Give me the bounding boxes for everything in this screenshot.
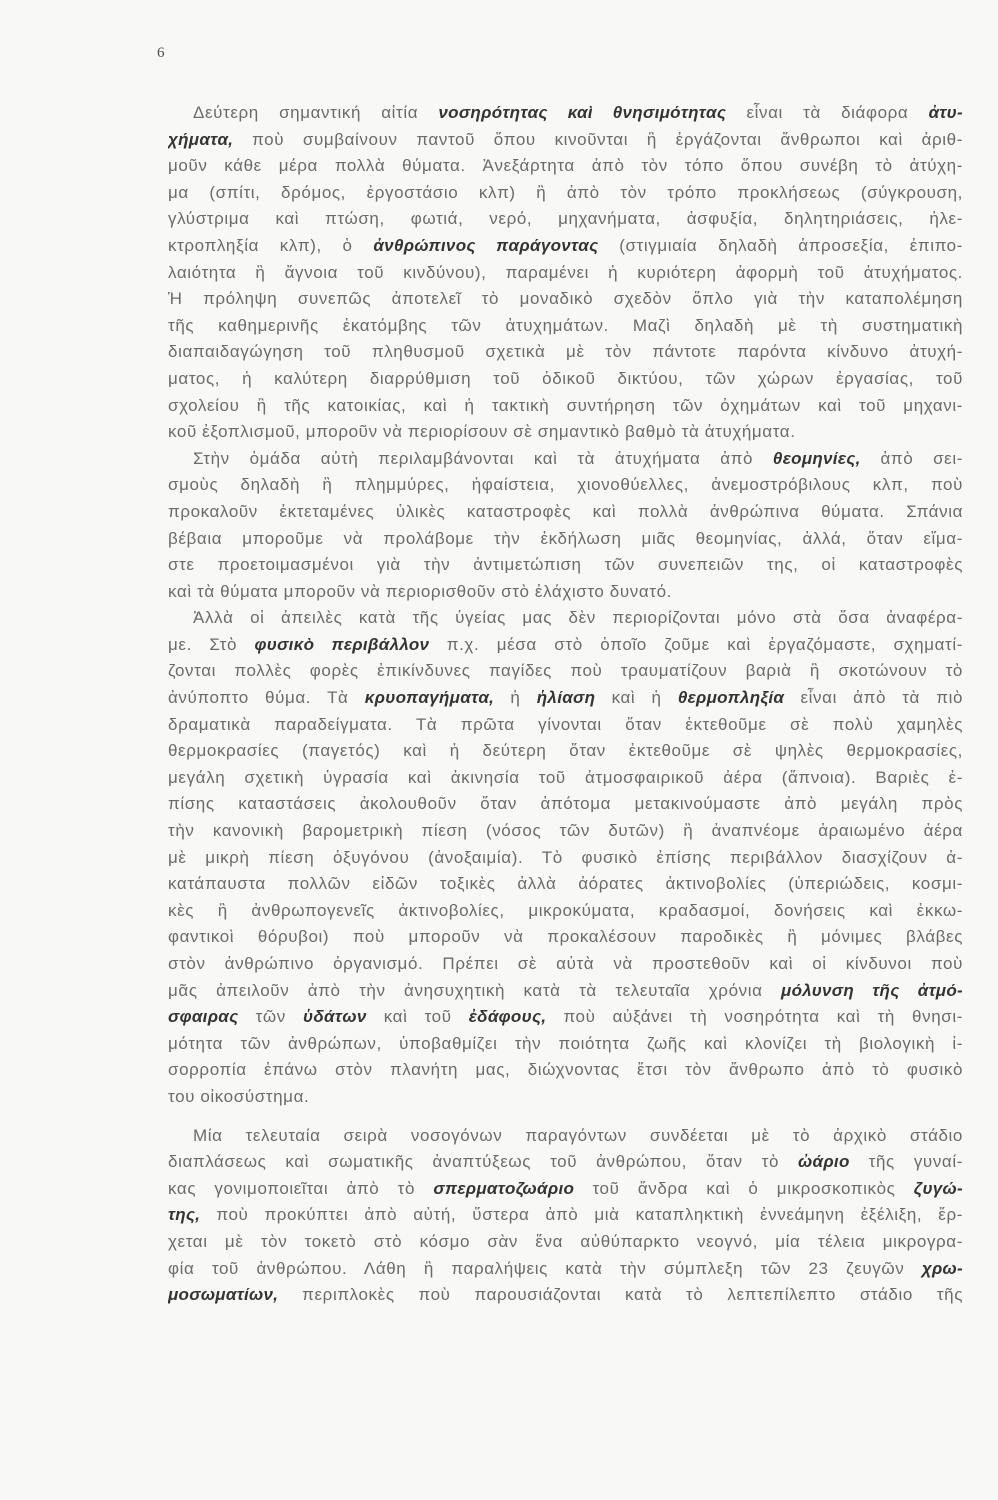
text-line [168,260,963,287]
text-run: εἶναι τὰ διάφορα [726,103,929,122]
text-run: εἶναι ἀπὸ τὰ πιὸ [784,688,963,708]
emphasized-term: ὑδάτων [303,1007,367,1027]
text-run: ποὺ προκύπτει ἀπὸ αὐτή, ὕστερα ἀπὸ μιὰ καταπληκτικὴ ἐννεάμηνη ἐξέλιξη, ἔρ- [200,1205,963,1225]
text-line [168,339,963,366]
text-run: κὲς ἢ ἀνθρωπογενεῖς ἀκτινοβολίες, μικροκύματα, κραδασμοί, δονήσεις καὶ ἐκκω- [168,900,963,920]
text-run: μὲ μικρὴ πίεση ὀξυγόνου (ἀνοξαιμία). Τὸ φυσικὸ ἐπίσης περιβάλλον διασχίζουν ἀ- [168,847,963,867]
text-run: λαιότητα ἢ ἄγνοια τοῦ κινδύνου), παραμένει ἡ κυριότερη ἀφορμὴ τοῦ ἀτυχήματος. [168,262,963,282]
emphasized-term: ἐδάφους, [468,1007,547,1027]
text-run: μοῦν κάθε μέρα πολλὰ θύματα. Ἀνεξάρτητα ἀπὸ τὸν τόπο ὅπου συνέβη τὸ ἀτύχη- [168,156,963,176]
text-line [168,978,963,1005]
text-run: ἡ [494,688,537,708]
text-line [168,393,963,420]
text-run: ἀπὸ σει- [860,448,963,468]
text-run: πίσης καταστάσεις ἀκολουθοῦν ὅταν ἀπότομα μετακινούμαστε ἀπὸ μεγάλη πρὸς [168,794,963,814]
text-line [168,658,963,685]
text-line [168,127,963,154]
emphasized-term: νοσηρότητας καὶ θνησιμότητας [438,103,727,122]
text-line [168,1031,963,1058]
emphasized-term: κρυοπαγήματα, [364,688,495,708]
paragraph [168,605,963,1110]
paragraph [168,1123,963,1309]
text-run: φαντικοὶ θόρυβοι) ποὺ μποροῦν νὰ προκαλέσουν παροδικὲς ἢ μόνιμες βλάβες [168,927,963,947]
text-run: τὴν κανονικὴ βαρομετρικὴ πίεση (νόσος τῶν δυτῶν) ἢ ἀναπνέομε ἀραιωμένο ἀέρα [168,821,963,841]
text-line [168,153,963,180]
text-run: Ἡ πρόληψη συνεπῶς ἀποτελεῖ τὸ μοναδικὸ σχεδὸν ὅπλο γιὰ τὴν καταπολέμηση [168,289,963,309]
text-line [168,845,963,872]
text-line [168,1149,963,1176]
emphasized-term: ἡλίαση [536,688,596,708]
emphasized-term: φυσικὸ περιβάλλον [254,634,430,654]
text-run: τοῦ ἄνδρα καὶ ὁ μικροσκοπικὸς [574,1178,914,1198]
text-run: Μία τελευταία σειρὰ νοσογόνων παραγόντων συνδέεται μὲ τὸ ἀρχικὸ στάδιο [193,1125,963,1145]
text-run: καὶ τὰ θύματα μποροῦν νὰ περιορισθοῦν στὸ ἐλάχιστο δυνατό. [168,581,672,601]
text-run: τῆς γυναί- [849,1152,963,1172]
text-run: Στὴν ὁμάδα αὐτὴ περιλαμβάνονται καὶ τὰ ἀτυχήματα ἀπὸ [193,448,773,468]
text-line [168,1202,963,1229]
text-line [168,472,963,499]
text-line [168,791,963,818]
text-line [168,712,963,739]
text-line [168,233,963,260]
text-run: φία τοῦ ἀνθρώπου. Λάθη ἢ παραλήψεις κατὰ τὴν σύμπλεξη τῶν 23 ζευγῶν [168,1258,922,1278]
text-run: περιπλοκὲς ποὺ παρουσιάζονται κατὰ τὸ λεπτεπίλεπτο στάδιο τῆς [278,1285,963,1305]
text-line [168,1256,963,1283]
text-run: τῆς καθημερινῆς ἑκατόμβης τῶν ἀτυχημάτων. Μαζὶ δηλαδὴ μὲ τὴ συστηματικὴ [168,315,963,335]
text-run: Ἀλλὰ οἱ ἀπειλὲς κατὰ τῆς ὑγείας μας δὲν περιορίζονται μόνο στὰ ὅσα ἀναφέρα- [193,608,963,628]
text-line [168,206,963,233]
text-run: κτροπληξία κλπ), ὁ [168,235,374,255]
emphasized-term: ἀτυ- [928,103,963,122]
text-line [168,1229,963,1256]
text-line [168,313,963,340]
text-run: μότητα τῶν ἀνθρώπων, ὑποβαθμίζει τὴν ποιότητα ζωῆς καὶ κλονίζει τὴ βιολογικὴ ἰ- [168,1033,963,1053]
emphasized-term: μοσωματίων, [168,1285,279,1305]
text-run: διαπαιδαγώγηση τοῦ πληθυσμοῦ σχετικὰ μὲ τὸν πάντοτε παρόντα κίνδυνο ἀτυχή- [168,342,963,362]
emphasized-term: ὠάριο [798,1152,850,1172]
text-line [168,499,963,526]
text-run: τῶν [238,1007,304,1027]
text-line [168,419,963,446]
paragraph [168,100,963,446]
text-run: σχολείου ἢ τῆς κατοικίας, καὶ ἡ τακτικὴ συντήρηση τῶν ὀχημάτων καὶ τοῦ μηχανι- [168,395,963,415]
text-run: στε προετοιμασμένοι γιὰ τὴν ἀντιμετώπιση τῶν συνεπειῶν της, οἱ καταστροφὲς [168,555,963,575]
text-line [168,1084,963,1111]
emphasized-term: ἀνθρώπινος παράγοντας [373,235,599,255]
text-run: π.χ. μέσα στὸ ὁποῖο ζοῦμε καὶ ἐργαζόμαστε, σχηματί- [429,634,963,654]
text-run: μᾶς ἀπειλοῦν ἀπὸ τὴν ἀνησυχητικὴ κατὰ τὰ τελευταῖα χρόνια [168,980,782,1000]
text-run: κατάπαυστα πολλῶν εἰδῶν τοξικὲς ἀλλὰ ἀόρατες ἀκτινοβολίες (ὑπεριώδεις, κοσμι- [168,874,963,894]
emphasized-term: χήματα, [168,129,234,149]
text-run: καὶ ἡ [595,688,678,708]
text-line [168,924,963,951]
text-run: μα (σπίτι, δρόμος, ἐργοστάσιο κλπ) ἢ ἀπὸ τὸν τρόπο προκλήσεως (σύγκρουση, [168,182,963,202]
text-run: ποὺ αὐξάνει τὴ νοσηρότητα καὶ τὴ θνησι- [546,1007,963,1027]
text-run: ματος, ἡ καλύτερη διαρρύθμιση τοῦ ὁδικοῦ δικτύου, τῶν χώρων ἐργασίας, τοῦ [168,368,963,388]
text-line [168,1123,963,1150]
emphasized-term: θερμοπληξία [677,688,785,708]
text-run: βέβαια μποροῦμε νὰ προλάβομε τὴν ἐκδήλωση μιᾶς θεομηνίας, ἀλλά, ὅταν εἴμα- [168,528,963,548]
text-run: Δεύτερη σημαντική αἰτία [193,103,439,122]
text-run: γλύστριμα καὶ πτώση, φωτιά, νερό, μηχανήματα, ἀσφυξία, δηλητηριάσεις, ἠλε- [168,209,963,229]
text-run: προκαλοῦν ἐκτεταμένες ὑλικὲς καταστροφὲς καὶ πολλὰ ἀνθρώπινα θύματα. Σπάνια [168,501,963,521]
text-run: κας γονιμοποιεῖται ἀπὸ τὸ [168,1178,434,1198]
text-run: με. Στὸ [168,634,255,654]
text-run: ποὺ συμβαίνουν παντοῦ ὅπου κινοῦνται ἢ ἐργάζονται ἄνθρωποι καὶ ἀριθ- [233,129,963,149]
emphasized-term: της, [168,1205,201,1225]
text-run: (στιγμιαία δηλαδὴ ἀπροσεξία, ἐπιπο- [598,235,963,255]
text-run: δραματικὰ παραδείγματα. Τὰ πρῶτα γίνονται ὅταν ἐκτεθοῦμε σὲ πολὺ χαμηλὲς [168,714,963,734]
text-line [168,632,963,659]
page-number: 6 [157,45,165,61]
text-run: του οἰκοσύστημα. [168,1086,310,1106]
text-run: θερμοκρασίες (παγετός) καὶ ἡ δεύτερη ὅταν ἐκτεθοῦμε σὲ ψηλὲς θερμοκρασίες, [168,741,963,761]
text-line [168,1282,963,1309]
body-text [168,100,963,1309]
emphasized-term: ζυγώ- [913,1178,963,1198]
text-run: ζονται πολλὲς φορὲς ἐπικίνδυνες παγίδες ποὺ τραυματίζουν βαριὰ ἢ σκοτώνουν τὸ [168,661,963,681]
text-line [168,446,963,473]
text-line [168,765,963,792]
text-run: διαπλάσεως καὶ σωματικῆς ἀναπτύξεως τοῦ ἀνθρώπου, ὅταν τὸ [168,1152,799,1172]
text-line [168,605,963,632]
text-line [168,871,963,898]
text-run: μεγάλη σχετικὴ ὑγρασία καὶ ἀκινησία τοῦ ἀτμοσφαιρικοῦ ἀέρα (ἄπνοια). Βαριὲς ἐ- [168,767,963,787]
emphasized-term: χρω- [921,1258,963,1278]
text-run: σμοὺς δηλαδὴ ἢ πλημμύρες, ἡφαίστεια, χιονοθύελλες, ἀνεμοστρόβιλους κλπ, ποὺ [168,475,963,495]
text-run: σορροπία ἐπάνω στὸν πλανήτη μας, διώχνοντας ἔτσι τὸν ἄνθρωπο ἀπὸ τὸ φυσικὸ [168,1060,963,1080]
text-line [168,951,963,978]
text-line [168,898,963,925]
text-run: ἀνύποπτο θύμα. Τὰ [168,688,365,708]
text-line [168,366,963,393]
text-line [168,1176,963,1203]
paragraph [168,446,963,606]
emphasized-term: σπερματοζωάριο [433,1178,575,1198]
emphasized-term: μόλυνση τῆς ἀτμό- [781,980,963,1000]
emphasized-term: θεομηνίες, [772,448,861,468]
text-line [168,1004,963,1031]
text-run: κοῦ ἐξοπλισμοῦ, μποροῦν νὰ περιορίσουν σὲ σημαντικὸ βαθμὸ τὰ ἀτυχήματα. [168,422,796,442]
text-line [168,552,963,579]
text-run: χεται μὲ τὸν τοκετὸ στὸ κόσμο σὰν ἕνα αὐθύπαρκτο νεογνό, μία τέλεια μικρογρα- [168,1231,963,1251]
text-line [168,579,963,606]
text-run: καὶ τοῦ [366,1007,469,1027]
text-run: στὸν ἀνθρώπινο ὀργανισμό. Πρέπει σὲ αὐτὰ νὰ προστεθοῦν καὶ οἱ κίνδυνοι ποὺ [168,954,963,973]
emphasized-term: σφαιρας [168,1007,239,1027]
text-line [168,685,963,712]
text-line [168,100,963,127]
text-line [168,286,963,313]
text-line [168,818,963,845]
text-line [168,180,963,207]
text-line [168,526,963,553]
text-line [168,1057,963,1084]
text-line [168,738,963,765]
